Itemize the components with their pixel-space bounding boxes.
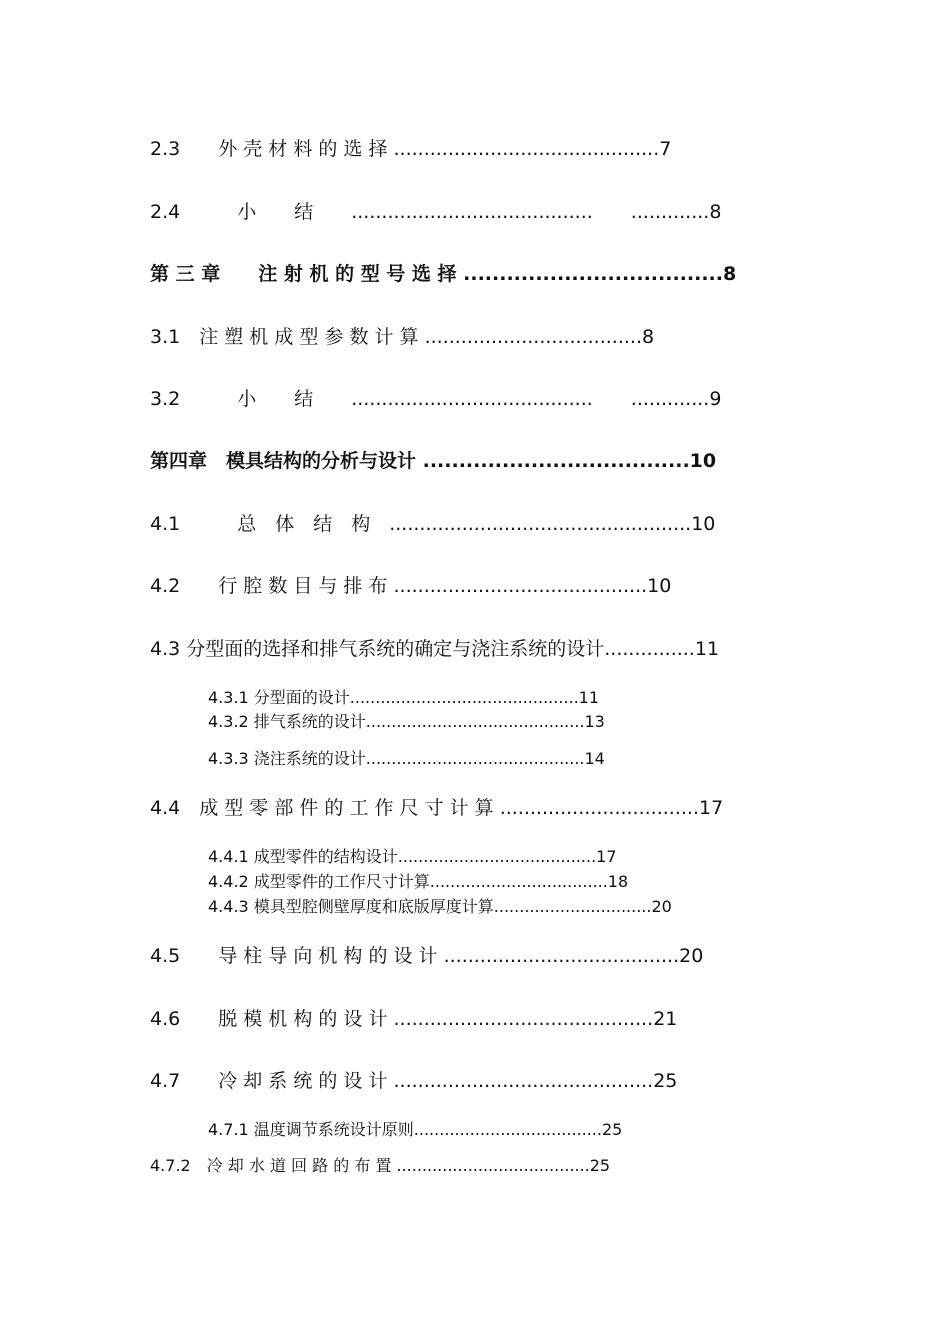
toc-line-4-4-2[interactable]: 4.4.2 成型零件的工作尺寸计算...................................18: [208, 872, 629, 891]
toc-line-4-3[interactable]: 4.3 分型面的选择和排气系统的确定与浇注系统的设计...............11: [150, 638, 720, 660]
toc-line-3-1[interactable]: 3.1 注 塑 机 成 型 参 数 计 算 ....................................8: [150, 326, 655, 348]
toc-line-4-7-1[interactable]: 4.7.1 温度调节系统设计原则.....................................25: [208, 1120, 623, 1139]
toc-line-2-4[interactable]: 2.4 小 结 ........................................ .............8: [150, 201, 722, 223]
toc-line-4-6[interactable]: 4.6 脱 模 机 构 的 设 计 ...........................................21: [150, 1008, 678, 1030]
toc-line-4-3-2[interactable]: 4.3.2 排气系统的设计...........................................13: [208, 712, 605, 731]
toc-chapter-3[interactable]: 第 三 章 注 射 机 的 型 号 选 择 ....................................8: [150, 263, 737, 285]
toc-line-4-7[interactable]: 4.7 冷 却 系 统 的 设 计 ...........................................25: [150, 1070, 678, 1092]
toc-line-4-4-1[interactable]: 4.4.1 成型零件的结构设计.......................................17: [208, 847, 617, 866]
toc-line-2-3[interactable]: 2.3 外 壳 材 料 的 选 择 ............................................7: [150, 138, 672, 160]
toc-line-4-5[interactable]: 4.5 导 柱 导 向 机 构 的 设 计 .......................................20: [150, 945, 704, 967]
toc-line-4-7-2[interactable]: 4.7.2 冷 却 水 道 回 路 的 布 置 ......................................25: [150, 1156, 611, 1175]
toc-line-4-4-3[interactable]: 4.4.3 模具型腔侧壁厚度和底版厚度计算...............................20: [208, 897, 672, 916]
toc-line-4-2[interactable]: 4.2 行 腔 数 目 与 排 布 ..........................................10: [150, 575, 672, 597]
toc-line-4-3-3[interactable]: 4.3.3 浇注系统的设计...........................................14: [208, 749, 605, 768]
toc-line-4-3-1[interactable]: 4.3.1 分型面的设计.............................................11: [208, 688, 600, 707]
toc-line-4-4[interactable]: 4.4 成 型 零 部 件 的 工 作 尺 寸 计 算 .................................17: [150, 797, 724, 819]
toc-line-3-2[interactable]: 3.2 小 结 ........................................ .............9: [150, 388, 722, 410]
toc-chapter-4[interactable]: 第四章 模具结构的分析与设计 .....................................10: [150, 450, 717, 472]
toc-line-4-1[interactable]: 4.1 总 体 结 构 ..................................................10: [150, 513, 716, 535]
